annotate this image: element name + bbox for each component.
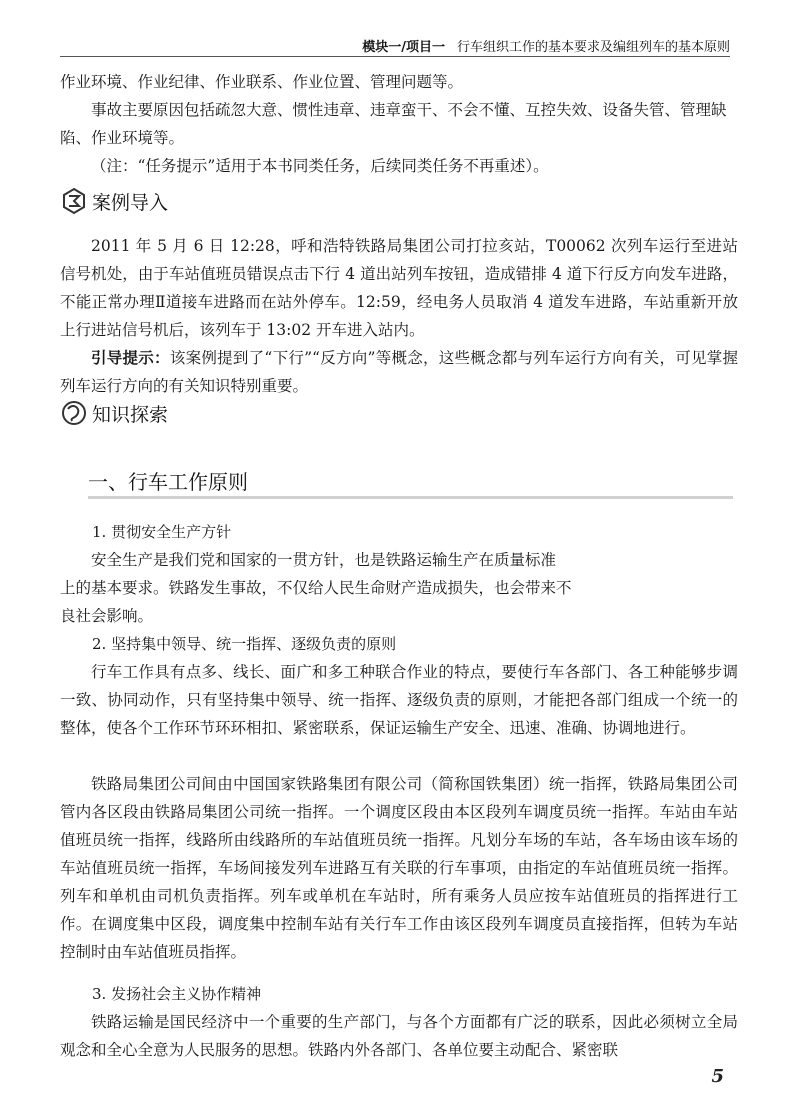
section-emblem-icon bbox=[60, 399, 88, 427]
header-text bbox=[362, 36, 730, 55]
knowledge-heading bbox=[60, 396, 168, 430]
intro-paragraph: 事故主要原因包括疏忽大意、惯性违章、违章蛮干、不会不懂、互控失效、设备失管、管理缺陷、作业环境等。 bbox=[60, 101, 727, 147]
running-header bbox=[0, 0, 790, 62]
item1-title: 1. 贯彻安全生产方针 bbox=[92, 523, 232, 541]
item2-paragraph1: 行车工作具有点多、线长、面广和多工种联合作业的特点，要使行车各部门、各工种能够步调一致、协同动作，只有坚持集中领导、统一指挥、逐级负责的原则，才能把各部门组成一个统一的整体，使各个工作环节环环相扣、紧密联系，保证运输生产安全、迅速、准确、协调地进行。 bbox=[60, 663, 738, 737]
item3-paragraph1: 铁路运输是国民经济中一个重要的生产部门，与各个方面都有广泛的联系，因此必须树立全局观念和全心全意为人民服务的思想。铁路内外各部门、各单位要主动配合、紧密联 bbox=[60, 1013, 738, 1059]
case-body: 2011 年 5 月 6 日 12:28，呼和浩特铁路局集团公司打拉亥站，T00062 次列车运行至进站信号机处，由于车站值班员错误点击下行 4 道出站列车按钮，造成错排 4 道下行反方向发车进路，不能正常办理Ⅱ道接车进路而在站外停车。12:59，经电务人员取消 4 道发车进路，车站重新开放上行进站信号机后，该列车于 13:02 开车进入站内。 bbox=[60, 237, 738, 339]
guide-label: 引导提示： bbox=[91, 349, 170, 367]
item2-title: 2. 坚持集中领导、统一指挥、逐级负责的原则 bbox=[92, 635, 397, 653]
intro-note: （注：“任务提示”适用于本书同类任务，后续同类任务不再重述）。 bbox=[91, 157, 549, 175]
case-guide bbox=[60, 344, 738, 400]
header-module: 模块一/项目一 bbox=[362, 40, 445, 55]
knowledge-heading-title: 知识探索 bbox=[92, 403, 169, 426]
item1-line3: 良社会影响。 bbox=[60, 607, 154, 625]
header-rule bbox=[60, 56, 730, 57]
case-heading bbox=[60, 184, 168, 218]
header-title: 行车组织工作的基本要求及编组列车的基本原则 bbox=[456, 40, 730, 55]
section-emblem-icon bbox=[60, 187, 88, 215]
page-number: 5 bbox=[711, 1066, 724, 1087]
item3-title: 3. 发扬社会主义协作精神 bbox=[92, 985, 262, 1003]
item2-paragraph2: 铁路局集团公司间由中国国家铁路集团有限公司（简称国铁集团）统一指挥，铁路局集团公司管内各区段由铁路局集团公司统一指挥。一个调度区段由本区段列车调度员统一指挥。车站由车站值班员统一指挥，线路所由线路所的车站值班员统一指挥。凡划分车场的车站，各车场由该车场的车站值班员统一指挥，车场间接发列车进路互有关联的行车事项，由指定的车站值班员统一指挥。列车和单机由司机负责指挥。列车或单机在车站时，所有乘务人员应按车站值班员的指挥进行工作。在调度集中区段，调度集中控制车站有关行车工作由该区段列车调度员直接指挥，但转为车站控制时由车站值班员指挥。 bbox=[60, 775, 738, 961]
case-heading-title: 案例导入 bbox=[92, 191, 169, 214]
section-title: 一、行车工作原则 bbox=[88, 470, 248, 494]
intro-line1: 作业环境、作业纪律、作业联系、作业位置、管理问题等。 bbox=[60, 73, 464, 91]
guide-text: 该案例提到了“下行”“反方向”等概念，这些概念都与列车运行方向有关，可见掌握列车运行方向的有关知识特别重要。 bbox=[60, 349, 738, 395]
item1-line2: 上的基本要求。铁路发生事故，不仅给人民生命财产造成损失，也会带来不 bbox=[60, 579, 572, 597]
item1-line1: 安全生产是我们党和国家的一贯方针，也是铁路运输生产在质量标准 bbox=[91, 551, 557, 569]
section-title-rule bbox=[88, 496, 733, 499]
